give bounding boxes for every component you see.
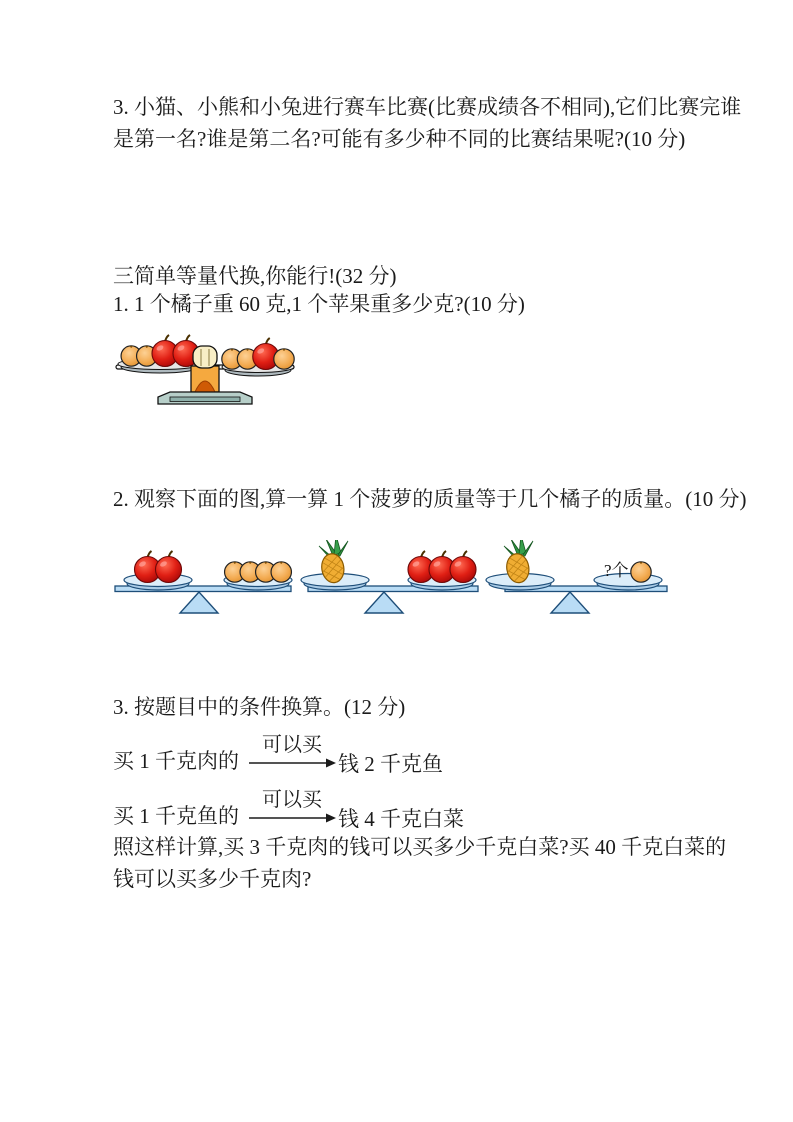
seesaw3-left-pan <box>486 540 554 590</box>
seesaw-1 <box>115 551 292 613</box>
followup-line2: 钱可以买多少千克肉? <box>113 867 312 891</box>
conversion-followup <box>113 831 726 895</box>
fulcrum-triangle <box>365 592 403 613</box>
apple-icon <box>450 551 476 583</box>
balance-scale-figure <box>110 333 300 405</box>
conv-row1-arrow-label: 可以买 <box>262 734 322 756</box>
question-race <box>113 91 741 155</box>
scale-post <box>191 346 219 392</box>
orange-icon <box>271 562 291 582</box>
conv-row2-left: 买 1 千克鱼的 <box>113 804 239 828</box>
seesaw-3 <box>486 540 667 613</box>
seesaw-2 <box>301 540 478 613</box>
section-three-title: 三简单等量代换,你能行!(32 分) <box>113 264 397 288</box>
seesaw1-right-pan <box>224 562 292 590</box>
fulcrum-triangle <box>180 592 218 613</box>
seesaw1-left-pan <box>124 551 192 590</box>
can-buy-arrow-1 <box>248 757 336 769</box>
question-conversion: 3. 按题目中的条件换算。(12 分) <box>113 695 406 719</box>
apple-icon <box>156 551 182 583</box>
scale-left-pan <box>118 335 202 373</box>
fulcrum-triangle <box>551 592 589 613</box>
conv-row1-left: 买 1 千克肉的 <box>113 749 239 773</box>
orange-icon <box>631 562 651 582</box>
scale-right-pan <box>222 338 294 376</box>
conv-row2-right: 钱 4 千克白菜 <box>338 807 464 831</box>
conv-row2-arrow-label: 可以买 <box>262 789 322 811</box>
seesaw2-left-pan <box>301 540 369 590</box>
scale-base <box>158 392 252 404</box>
question-pineapple-orange: 2. 观察下面的图,算一算 1 个菠萝的质量等于几个橘子的质量。(10 分) <box>113 487 747 511</box>
can-buy-arrow-2 <box>248 812 336 824</box>
question-race-line1: 3. 小猫、小熊和小兔进行赛车比赛(比赛成绩各不相同),它们比赛完谁 <box>113 95 742 119</box>
seesaw-figure <box>108 540 688 620</box>
orange-icon <box>274 349 294 369</box>
seesaw3-right-pan <box>594 561 662 590</box>
followup-line1: 照这样计算,买 3 千克肉的钱可以买多少千克白菜?买 40 千克白菜的 <box>113 835 727 859</box>
seesaw2-right-pan <box>408 551 476 590</box>
question-orange-apple: 1. 1 个橘子重 60 克,1 个苹果重多少克?(10 分) <box>113 292 525 316</box>
conv-row1-right: 钱 2 千克鱼 <box>338 752 443 776</box>
question-race-line2: 是第一名?谁是第二名?可能有多少种不同的比赛结果呢?(10 分) <box>113 127 686 151</box>
unknown-count-label: ?个 <box>604 561 629 580</box>
